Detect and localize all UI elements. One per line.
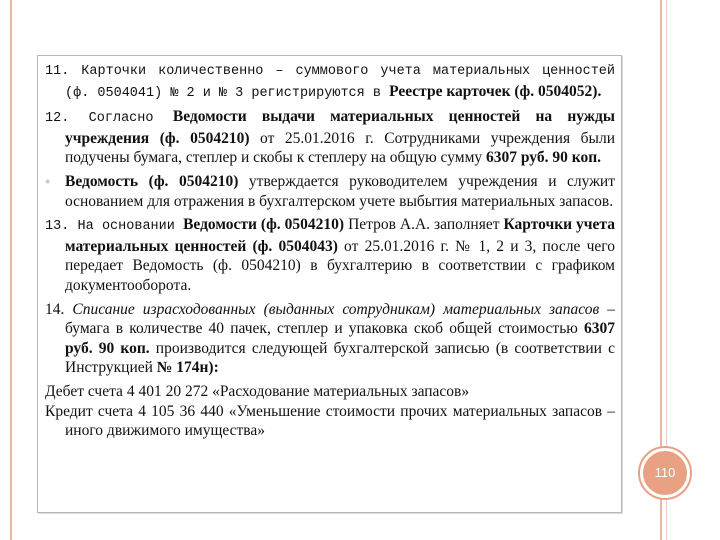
- debit-entry: Дебет счета 4 401 20 272 «Расходование материальных запасов»: [45, 382, 470, 400]
- p11-form-code: 0504041: [97, 85, 155, 101]
- p11-registry-title: Реестре карточек (ф. 0504052).: [389, 82, 602, 100]
- p14-number: 14.: [45, 300, 73, 318]
- p14-text-c: производится следующей бухгалтерской записью (в соответствии с Инструкцией: [65, 339, 615, 377]
- p12-total-sum: 6307 руб. 90 коп.: [486, 149, 601, 167]
- bullet-text: утверждается руководителем учреждения и служит основанием для отражения в бухгалтерском учете выбытия материальных запасов.: [65, 172, 615, 210]
- p11-text-a: 11. Карточки количественно – суммового учета материальных ценностей (ф.: [45, 64, 615, 101]
- paragraph-11: [45, 60, 615, 103]
- p12-statement-title: Ведомости выдачи материальных ценностей на нужды учреждения (ф. 0504210): [65, 108, 615, 147]
- credit-entry: Кредит счета 4 105 36 440 «Уменьшение стоимости прочих материальных запасов – иного движимого имущества»: [45, 402, 615, 440]
- slide-content: [45, 60, 615, 441]
- p13-text-b: Петров А.А. заполняет: [344, 216, 504, 234]
- p14-instruction-ref: № 174н):: [156, 359, 219, 377]
- p14-text-b: – бумага в количестве 40 пачек, степлер и упаковка скоб общей стоимостью: [65, 300, 616, 338]
- p13-statement-title: Ведомости (ф. 0504210): [183, 216, 345, 234]
- p13-text-a: 13. На основании: [45, 219, 184, 235]
- p14-sum: 6307 руб. 90 коп.: [65, 320, 615, 357]
- paragraph-14: [45, 300, 615, 378]
- paragraph-13: [45, 215, 615, 295]
- p11-text-b: ) № 2 и № 3 регистрируются в: [154, 85, 390, 101]
- p12-text-b: от 25.01.2016 г. Сотрудниками учреждения были подучены бумага, степлер и скобы к степлеру на общую сумму: [65, 129, 615, 167]
- bullet-icon: ●: [45, 175, 51, 186]
- bullet-statement-title: Ведомость (ф. 0504210): [65, 172, 239, 190]
- left-decorative-rule: [10, 0, 12, 540]
- bullet-paragraph: [45, 172, 615, 211]
- p14-writeoff-title: Списание израсходованных (выданных сотрудникам) материальных запасов: [72, 300, 600, 318]
- p12-text-a: 12. Согласно: [45, 111, 173, 127]
- p13-cards-title: Карточки учета материальных ценностей (ф. 0504043): [65, 216, 615, 255]
- page-number-badge: 110: [640, 448, 690, 498]
- p13-text-c: от 25.01.2016 г. № 1, 2 и 3, после чего передает Ведомость (ф. 0504210) в бухгалтерию в соответствии с графиком документооборота.: [65, 237, 615, 294]
- paragraph-12: [45, 107, 615, 168]
